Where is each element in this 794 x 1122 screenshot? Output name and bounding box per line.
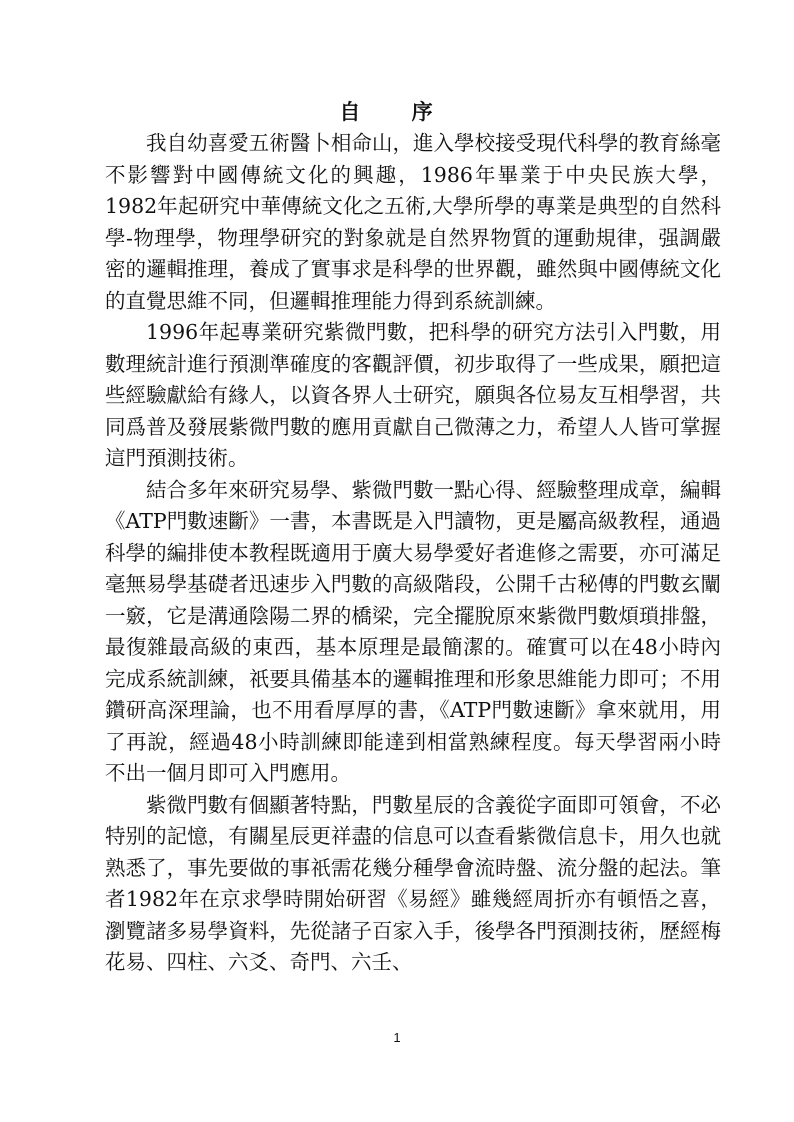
page-number: 1 bbox=[393, 1030, 401, 1045]
page-title: 自 序 bbox=[339, 99, 455, 124]
paragraph-3: 結合多年來研究易學、紫微門數一點心得、經驗整理成章，編輯《ATP門數速斷》一書，本書既是入門讀物，更是屬高級教程，通過科學的編排使本教程既適用于廣大易學愛好者進修之需要，亦可滿足毫無易學基礎者迅速步入門數的高級階段，公開千古秘傳的門數玄闡一竅，它是溝通陰陽二界的橋梁，完全擺脫原來紫微門數煩瑣排盤，最復雜最高級的東西，基本原理是最簡潔的。確實可以在48小時內完成系統訓練，祇要具備基本的邏輯推理和形象思維能力即可；不用鑽研高深理論，也不用看厚厚的書，《ATP門數速斷》拿來就用，用了再說，經過48小時訓練即能達到相當熟練程度。每天學習兩小時不出一個月即可入門應用。 bbox=[105, 477, 721, 785]
preface-body bbox=[105, 128, 721, 979]
paragraph-2: 1996年起專業研究紫微門數，把科學的研究方法引入門數，用數理統計進行預測準確度的客觀評價，初步取得了一些成果，願把這些經驗獻給有緣人，以資各界人士研究，願與各位易友互相學習，共同爲普及發展紫微門數的應用貢獻自己微薄之力，希望人人皆可掌握這門預測技術。 bbox=[105, 320, 721, 470]
paragraph-1: 我自幼喜愛五術醫卜相命山，進入學校接受現代科學的教育絲毫不影響對中國傳統文化的興趣，1986年畢業于中央民族大學，1982年起研究中華傳統文化之五術,大學所學的專業是典型的自然科學-物理學，物理學研究的對象就是自然界物質的運動規律，强調嚴密的邏輯推理，養成了實事求是科學的世界觀，雖然與中國傳統文化的直覺思維不同，但邏輯推理能力得到系統訓練。 bbox=[105, 131, 721, 313]
paragraph-4: 紫微門數有個顯著特點，門數星辰的含義從字面即可領會，不必特别的記憶，有關星辰更祥盡的信息可以查看紫微信息卡，用久也就熟悉了，事先要做的事祇需花幾分種學會流時盤、流分盤的起法。筆者1982年在京求學時開始研習《易經》雖幾經周折亦有頓悟之喜，瀏覽諸多易學資料，先從諸子百家入手，後學各門預測技術，歷經梅花易、四柱、六爻、奇門、六壬、 bbox=[105, 792, 721, 974]
